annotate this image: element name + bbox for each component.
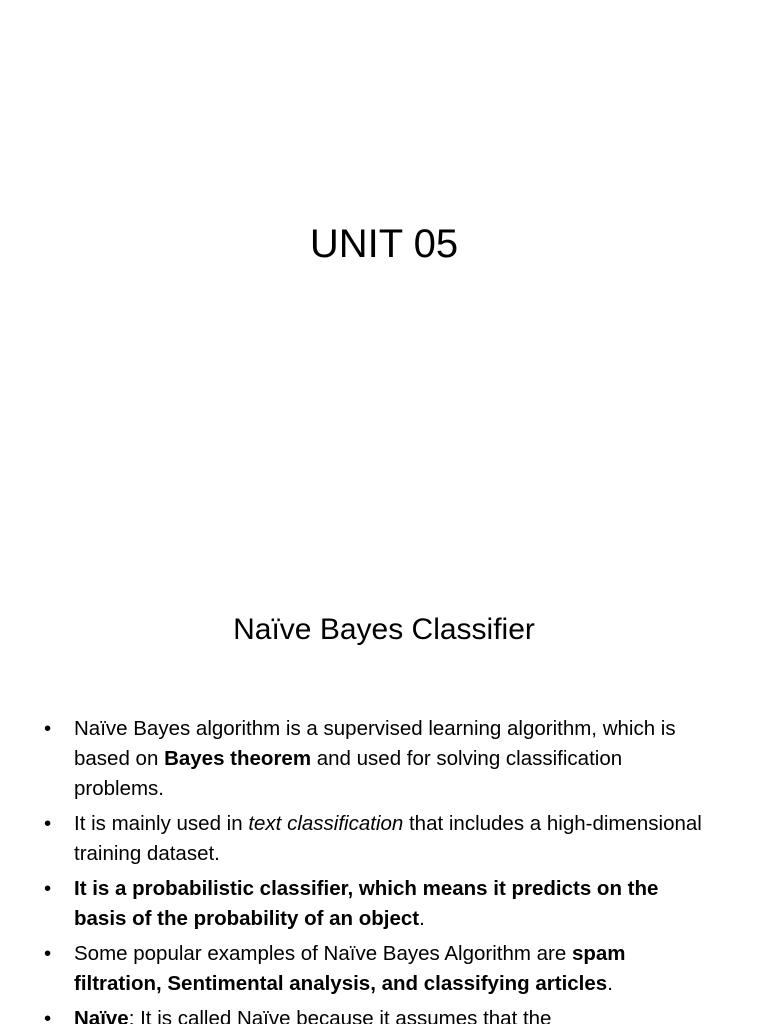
bullet-text-bold: Naïve <box>74 1007 129 1024</box>
bullet-icon: • <box>44 1007 52 1024</box>
bullet-text: . <box>607 972 613 995</box>
bullet-text-italic: text classification <box>248 812 404 835</box>
bullet-text-bold: It is a probabilistic classifier, which means it predicts on the basis of the probability of an object <box>74 877 659 930</box>
bullet-item <box>44 714 704 804</box>
bullet-list <box>44 714 704 1024</box>
bullet-text-bold: Bayes theorem <box>164 747 312 770</box>
slide-title: Naïve Bayes Classifier <box>233 613 535 646</box>
bullet-icon: • <box>44 942 52 965</box>
bullet-text: Some popular examples of Naïve Bayes Algorithm are <box>74 942 572 965</box>
bullet-item <box>44 809 704 869</box>
unit-title: UNIT 05 <box>309 222 459 266</box>
bullet-item <box>44 1004 704 1024</box>
bullet-text: : It is called Naïve because it assumes that the <box>128 1007 552 1024</box>
slide-naive-bayes <box>0 576 768 1024</box>
bullet-text: that includes a high-dimensional training dataset. <box>74 812 702 865</box>
bullet-icon: • <box>44 812 52 835</box>
bullet-item <box>44 939 704 999</box>
bullet-text: Naïve Bayes algorithm is a supervised learning algorithm, which is based on <box>74 717 676 770</box>
bullet-icon: • <box>44 877 52 900</box>
bullet-item <box>44 874 704 934</box>
bullet-icon: • <box>44 717 52 740</box>
bullet-text: It is mainly used in <box>74 812 249 835</box>
bullet-text: and used for solving classification problems. <box>74 747 623 800</box>
bullet-text-bold: spam filtration, Sentimental analysis, and classifying articles <box>74 942 626 995</box>
bullet-text: . <box>419 907 425 930</box>
